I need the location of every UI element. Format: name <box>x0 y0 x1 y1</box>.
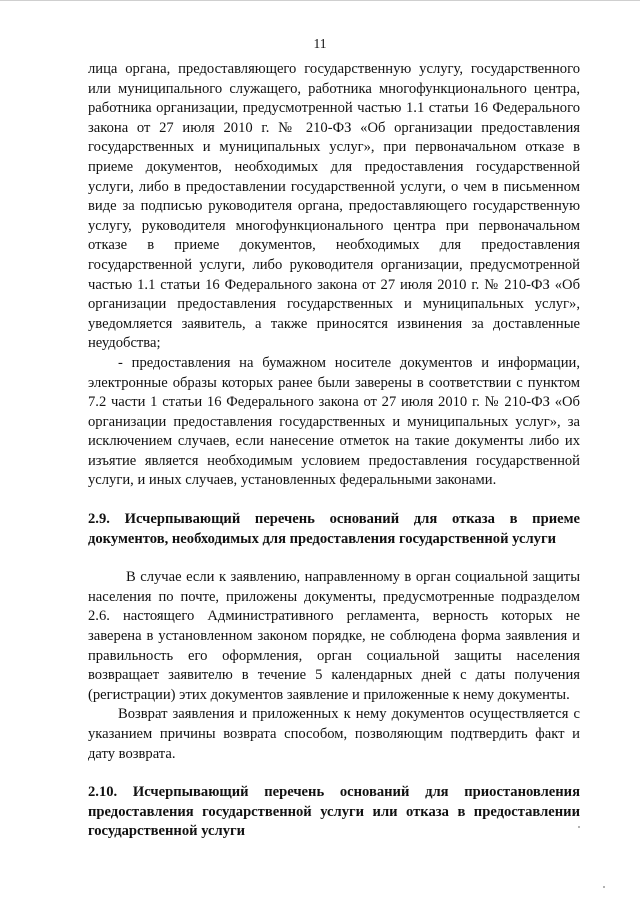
scan-speck <box>603 886 605 888</box>
paragraph-list-item: - предоставления на бумажном носителе документов и информации, электронные образы которых ранее были заверены в соответствии с пунктом 7.2 части 1 статьи 16 Федерального закона от 27 июля 2010 г. № 210-ФЗ «Об организации предоставления государственных и муниципальных услуг», за исключением случаев, если нанесение отметок на такие документы либо их изъятие является необходимым условием предоставления государственной услуги, и иных случаев, установленных федеральными законами. <box>88 354 580 489</box>
spacer <box>88 491 580 510</box>
document-body <box>88 60 580 842</box>
spacer <box>88 549 580 568</box>
paragraph-continuation: лица органа, предоставляющего государственную услугу, государственного или муниципального служащего, работника многофункционального центра, работника организации, предусмотренной частью 1.1 статьи 16 Федерального закона от 27 июля 2010 г. № 210-ФЗ «Об организации предоставления государственных и муниципальных услуг», при первоначальном отказе в приеме документов, необходимых для предоставления государственной услуги, либо в предоставлении государственной услуги, о чем в письменном виде за подписью руководителя органа, предоставляющего государственную услугу, руководителя многофункционального центра при первоначальном отказе в приеме документов, необходимых для предоставления государственной услуги, либо руководителя организации, предусмотренной частью 1.1 статьи 16 Федерального закона от 27 июля 2010 г. № 210-ФЗ «Об организации предоставления государственных и муниципальных услуг», уведомляется заявитель, а также приносятся извинения за доставленные неудобства; <box>88 61 580 352</box>
scan-speck <box>578 826 580 828</box>
section-heading-2-10: 2.10. Исчерпывающий перечень оснований для приостановления предоставления государственной услуги или отказа в предоставлении государственной услуги <box>88 784 580 840</box>
section-2-9-paragraph: В случае если к заявлению, направленному в орган социальной защиты населения по почте, приложены документы, предусмотренные подразделом 2.6. настоящего Административного регламента, верность которых не заверена в установленном законом порядке, не соблюдена форма заявления и правильность его оформления, орган социальной защиты населения возвращает заявителю в течение 5 календарных дней с даты получения (регистрации) этих документов заявление и приложенные к нему документы. <box>88 569 580 703</box>
spacer <box>88 764 580 783</box>
section-heading-2-9: 2.9. Исчерпывающий перечень оснований для отказа в приеме документов, необходимых для предоставления государственной услуги <box>88 511 580 547</box>
section-2-9-paragraph: Возврат заявления и приложенных к нему документов осуществляется с указанием причины возврата способом, позволяющим подтвердить факт и дату возврата. <box>88 706 580 762</box>
page-top-edge <box>0 0 640 1</box>
page-number: 11 <box>313 36 327 51</box>
